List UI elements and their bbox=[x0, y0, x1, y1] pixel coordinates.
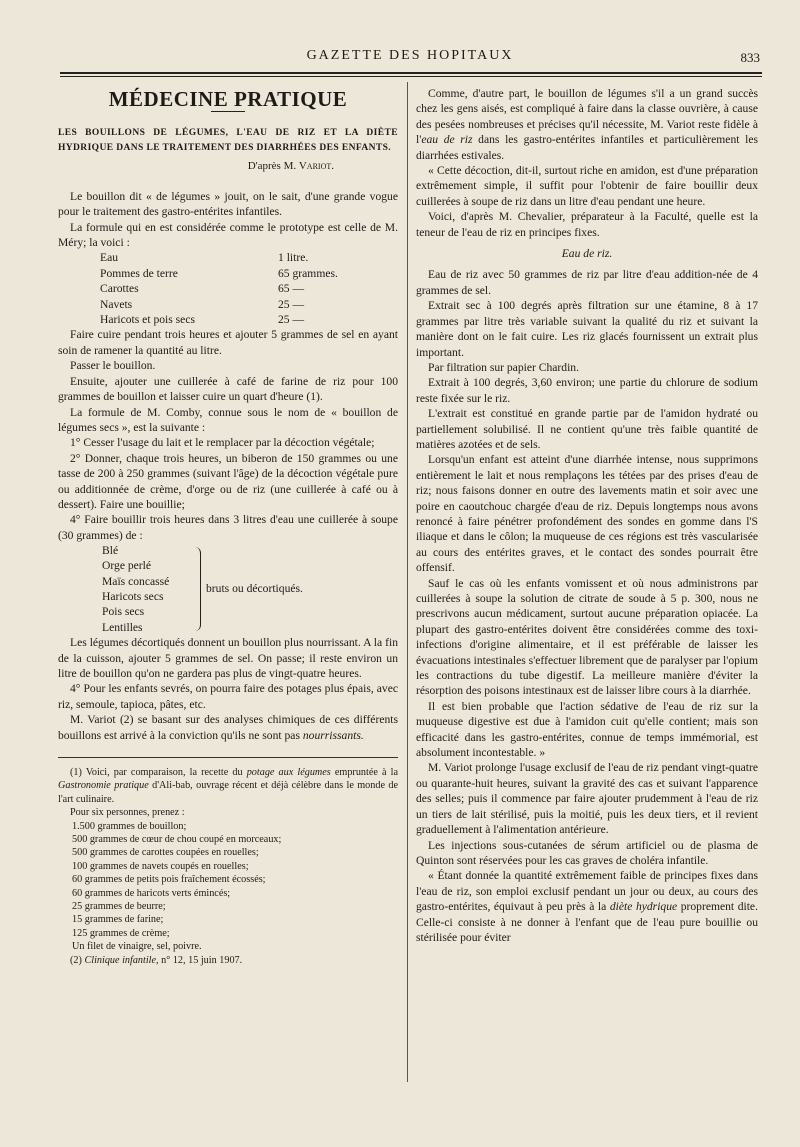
text-run: M. Variot (2) se basant sur des analyses chimiques de ces différents bouillons est arrivé à la conviction qu'ils ne sont pas bbox=[58, 713, 398, 742]
paragraph: Il est bien probable que l'action sédative de l'eau de riz sur la muqueuse digestive est due à l'amidon cuit qu'elle contient; mais son efficacité dans les gastro-entérites, connue de temps immémorial, est absolument incontestable. » bbox=[416, 699, 758, 760]
italic-run: Gastronomie pratique bbox=[58, 780, 149, 792]
paragraph: Les injections sous-cutanées de sérum artificiel ou de plasma de Quinton sont réservées pour les cas graves de choléra infantile. bbox=[416, 838, 758, 867]
paragraph: Passer le bouillon. bbox=[70, 359, 156, 373]
footnote-item: 1.500 grammes de bouillon; bbox=[72, 820, 187, 832]
text-run: « Étant donnée la quantité extrêmement faible de principes fixes dans l'eau de riz, son emploi exclusif pendant un jour ou deux, au cours des gastro-entérites, équivaut à peu près à la bbox=[416, 869, 758, 914]
paragraph: L'extrait est constitué en grande partie par de l'amidon hydraté ou partiellement solubilisé. Il ne contient qu'une très faible quantité de matières azotées et de sels. bbox=[416, 407, 758, 451]
text-run: (1) Voici, par comparaison, la recette du bbox=[70, 767, 243, 778]
article-title: LES BOUILLONS DE LÉGUMES, L'EAU DE RIZ ET LA DIÈTE HYDRIQUE DANS LE TRAITEMENT DES DIARRHÉES DES ENFANTS. bbox=[58, 128, 398, 154]
recipe-quantity: 25 — bbox=[278, 297, 305, 311]
recipe-ingredient: Carottes bbox=[100, 282, 139, 296]
recipe-row bbox=[100, 297, 358, 312]
paragraph: Le bouillon dit « de légumes » jouit, on le sait, d'une grande vogue pour le traitement des gastro-entérites infantiles. bbox=[58, 189, 398, 219]
paragraph: 2° Donner, chaque trois heures, un biberon de 150 grammes ou une tasse de 200 à 250 grammes (suivant l'âge) de la décoction végétale pure ou additionnée de crème, d'orge ou de riz (une cuillerée à café ou à dessert). Faire une bouillie; bbox=[58, 451, 398, 511]
italic-run: Clinique infantile, bbox=[84, 954, 159, 966]
italic-run: eau de riz bbox=[421, 133, 473, 147]
paragraph: M. Variot prolonge l'usage exclusif de l'eau de riz pendant vingt-quatre ou quarante-huit heures, suivant la gravité des cas et suivant l'apparence des selles; puis il commence par faire ajouter prudemment à l'eau de riz un tiers de lait stérilisé, puis la moitié, puis les deux tiers, et il revient graduellement à l'alimentation antérieure. bbox=[416, 761, 758, 837]
recipe-row bbox=[100, 250, 358, 265]
legume-items bbox=[102, 543, 169, 635]
paragraph: La formule de M. Comby, connue sous le nom de « bouillon de légumes secs », est la suivante : bbox=[58, 405, 398, 434]
header-rule-thin bbox=[60, 76, 762, 77]
recipe-quantity: 1 litre. bbox=[278, 251, 309, 265]
text-run: empruntée à la bbox=[334, 767, 398, 778]
footnote-item: 60 grammes de haricots verts émincés; bbox=[72, 887, 231, 899]
byline-author: Variot. bbox=[298, 160, 334, 173]
recipe-list bbox=[100, 250, 358, 327]
byline-prefix: D'après M. bbox=[247, 160, 297, 173]
italic-run: diète hydrique bbox=[609, 900, 678, 914]
text-run: d'Ali-bab, ouvrage récent et déjà célèbre dans le monde de l'art culinaire. bbox=[58, 780, 398, 805]
text-run: Comme, d'autre part, le bouillon de légumes s'il a un grand succès chez les gens aisés, est compliqué à faire dans la classe ouvrière, à cause des pesées nombreuses et précises qu'il nécessite, M. Variot reste fidèle à l' bbox=[416, 87, 758, 147]
footnote-ingredients bbox=[58, 820, 398, 954]
paragraph: Eau de riz avec 50 grammes de riz par litre d'eau addition-née de 4 grammes de sel. bbox=[416, 268, 758, 297]
footnote-1 bbox=[58, 766, 398, 806]
legume-label: bruts ou décortiqués. bbox=[206, 582, 303, 596]
column-divider bbox=[407, 82, 408, 1082]
paragraph: « Cette décoction, dit-il, surtout riche en amidon, est d'une préparation extrêmement simple, il suffit pour l'obtenir de faire bouillir deux cuillerées à soupe de riz dans un litre d'eau pendant une heure. bbox=[416, 164, 758, 208]
recipe-row bbox=[100, 312, 358, 327]
right-column bbox=[416, 86, 758, 945]
footnote-rule bbox=[58, 757, 398, 758]
paragraph: Sauf le cas où les enfants vomissent et où nous administrons par cuillerées à soupe la solution de citrate de soude à 5 p. 300, nous ne prescrivons aucun médicament, surtout aucune préparation opiacée. La plupart des gastro-entérites doivent être considérées comme des toxi-infections d'origine alimentaire, et il est préférable de laisser les évacuations intestinales s'effectuer librement que de paralyser par l'opium les contractions du tube digestif. La meilleure manière d'éviter la résorption des poisons intestinaux est de laisser libre cours à la diarrhée. bbox=[416, 576, 758, 698]
text-run: proprement dite. Celle-ci consiste à ne donner à l'enfant que de l'eau pure bouillie ou stérilisée pour éviter bbox=[416, 900, 758, 944]
recipe-row bbox=[100, 281, 358, 296]
paragraph: 1° Cesser l'usage du lait et le remplacer par la décoction végétale; bbox=[70, 436, 375, 450]
italic-run: potage aux légumes bbox=[246, 767, 331, 778]
journal-title: GAZETTE DES HOPITAUX bbox=[306, 48, 514, 63]
page-number: 833 bbox=[740, 50, 760, 65]
legume-item: Haricots secs bbox=[102, 590, 164, 604]
paragraph: 4° Pour les enfants sevrés, on pourra faire des potages plus épais, avec riz, semoule, tapioca, pâtes, etc. bbox=[58, 682, 398, 711]
legume-item: Blé bbox=[102, 544, 119, 558]
footnote-item: 60 grammes de petits pois fraîchement écossés; bbox=[72, 874, 266, 886]
recipe-quantity: 65 — bbox=[278, 282, 305, 296]
paragraph: La formule qui en est considérée comme le prototype est celle de M. Méry; la voici : bbox=[58, 220, 398, 250]
rubric-heading: MÉDECINE PRATIQUE bbox=[108, 87, 348, 111]
rubric-rule bbox=[211, 111, 245, 112]
legume-item: Orge perlé bbox=[102, 559, 152, 573]
paragraph bbox=[416, 86, 758, 163]
paragraph: Extrait à 100 degrés, 3,60 environ; une partie du chlorure de sodium reste fixée sur le riz. bbox=[416, 376, 758, 405]
page-header bbox=[60, 44, 760, 66]
recipe-quantity: 25 — bbox=[278, 313, 305, 327]
legume-item: Pois secs bbox=[102, 605, 145, 619]
byline bbox=[58, 159, 334, 174]
section-subtitle: Eau de riz. bbox=[561, 247, 613, 261]
paragraph bbox=[58, 712, 398, 743]
recipe-row bbox=[100, 266, 358, 281]
curly-brace bbox=[194, 547, 201, 631]
paragraph: Par filtration sur papier Chardin. bbox=[428, 360, 580, 374]
footnote-item: 100 grammes de navets coupés en rouelles; bbox=[72, 860, 249, 872]
recipe-ingredient: Navets bbox=[100, 297, 133, 311]
header-rule-thick bbox=[60, 72, 762, 74]
paragraph: Extrait sec à 100 degrés après filtration sur une étamine, 8 à 17 grammes par litre très variable suivant la qualité du riz et suivant la manière dont on le fait cuire. Les riz glacés fournissent un extrait plus important. bbox=[416, 299, 758, 359]
text-run: dans les gastro-entérites infantiles et particulièrement les diarrhées estivales. bbox=[416, 133, 758, 162]
legume-list bbox=[102, 543, 398, 635]
footnote-item: 500 grammes de carottes coupées en rouelles; bbox=[72, 847, 259, 859]
paragraph: Voici, d'après M. Chevalier, préparateur à la Faculté, quelle est la teneur de l'eau de riz en principes fixes. bbox=[416, 210, 758, 239]
footnote-item: 15 grammes de farine; bbox=[72, 914, 164, 926]
paragraph: 4° Faire bouillir trois heures dans 3 litres d'eau une cuillerée à soupe (30 grammes) de : bbox=[58, 513, 398, 542]
recipe-ingredient: Haricots et pois secs bbox=[100, 313, 195, 327]
left-column bbox=[58, 86, 398, 967]
paragraph: Ensuite, ajouter une cuillerée à café de farine de riz pour 100 grammes de bouillon et laisser cuire un quart d'heure (1). bbox=[58, 374, 398, 404]
paragraph: Faire cuire pendant trois heures et ajouter 5 grammes de sel en ayant soin de ramener la quantité au litre. bbox=[58, 328, 398, 357]
footnote-lead: Pour six personnes, prenez : bbox=[70, 807, 185, 819]
paragraph bbox=[416, 868, 758, 945]
footnote-item: 125 grammes de crème; bbox=[72, 927, 170, 939]
footnotes bbox=[58, 766, 398, 967]
footnote-2 bbox=[58, 954, 398, 967]
legume-item: Lentilles bbox=[102, 620, 143, 634]
footnote-item: 25 grammes de beurre; bbox=[72, 901, 166, 913]
recipe-ingredient: Pommes de terre bbox=[100, 266, 178, 280]
recipe-ingredient: Eau bbox=[100, 251, 119, 265]
footnote-item: Un filet de vinaigre, sel, poivre. bbox=[72, 941, 202, 953]
text-run: (2) bbox=[70, 954, 82, 966]
legume-item: Maïs concassé bbox=[102, 574, 170, 588]
paragraph: Lorsqu'un enfant est atteint d'une diarrhée intense, nous supprimons entièrement le lait et nous remplaçons les tétées par des prises d'eau de riz; nous faisons donner en outre des lavements matin et soir avec une poire en caoutchouc chargée d'eau de riz. Depuis longtemps nous avons renoncé à faire pénétrer profondément des sondes en gomme dans l'S iliaque et dans le côlon; la muqueuse de ces régions est très vascularisée au cours des entérites graves, et le contact des sondes pourrait être offensif. bbox=[416, 453, 758, 575]
recipe-quantity: 65 grammes. bbox=[278, 266, 338, 280]
italic-run: nourrissants. bbox=[302, 728, 364, 742]
paragraph: Les légumes décortiqués donnent un bouillon plus nourrissant. A la fin de la cuisson, ajouter 5 grammes de sel. On passe; il reste environ un litre de bouillon qu'on ne gardera pas plus de vingt-quatre heures. bbox=[58, 636, 398, 680]
text-run: n° 12, 15 juin 1907. bbox=[161, 954, 243, 966]
footnote-item: 500 grammes de cœur de chou coupé en morceaux; bbox=[72, 834, 282, 846]
